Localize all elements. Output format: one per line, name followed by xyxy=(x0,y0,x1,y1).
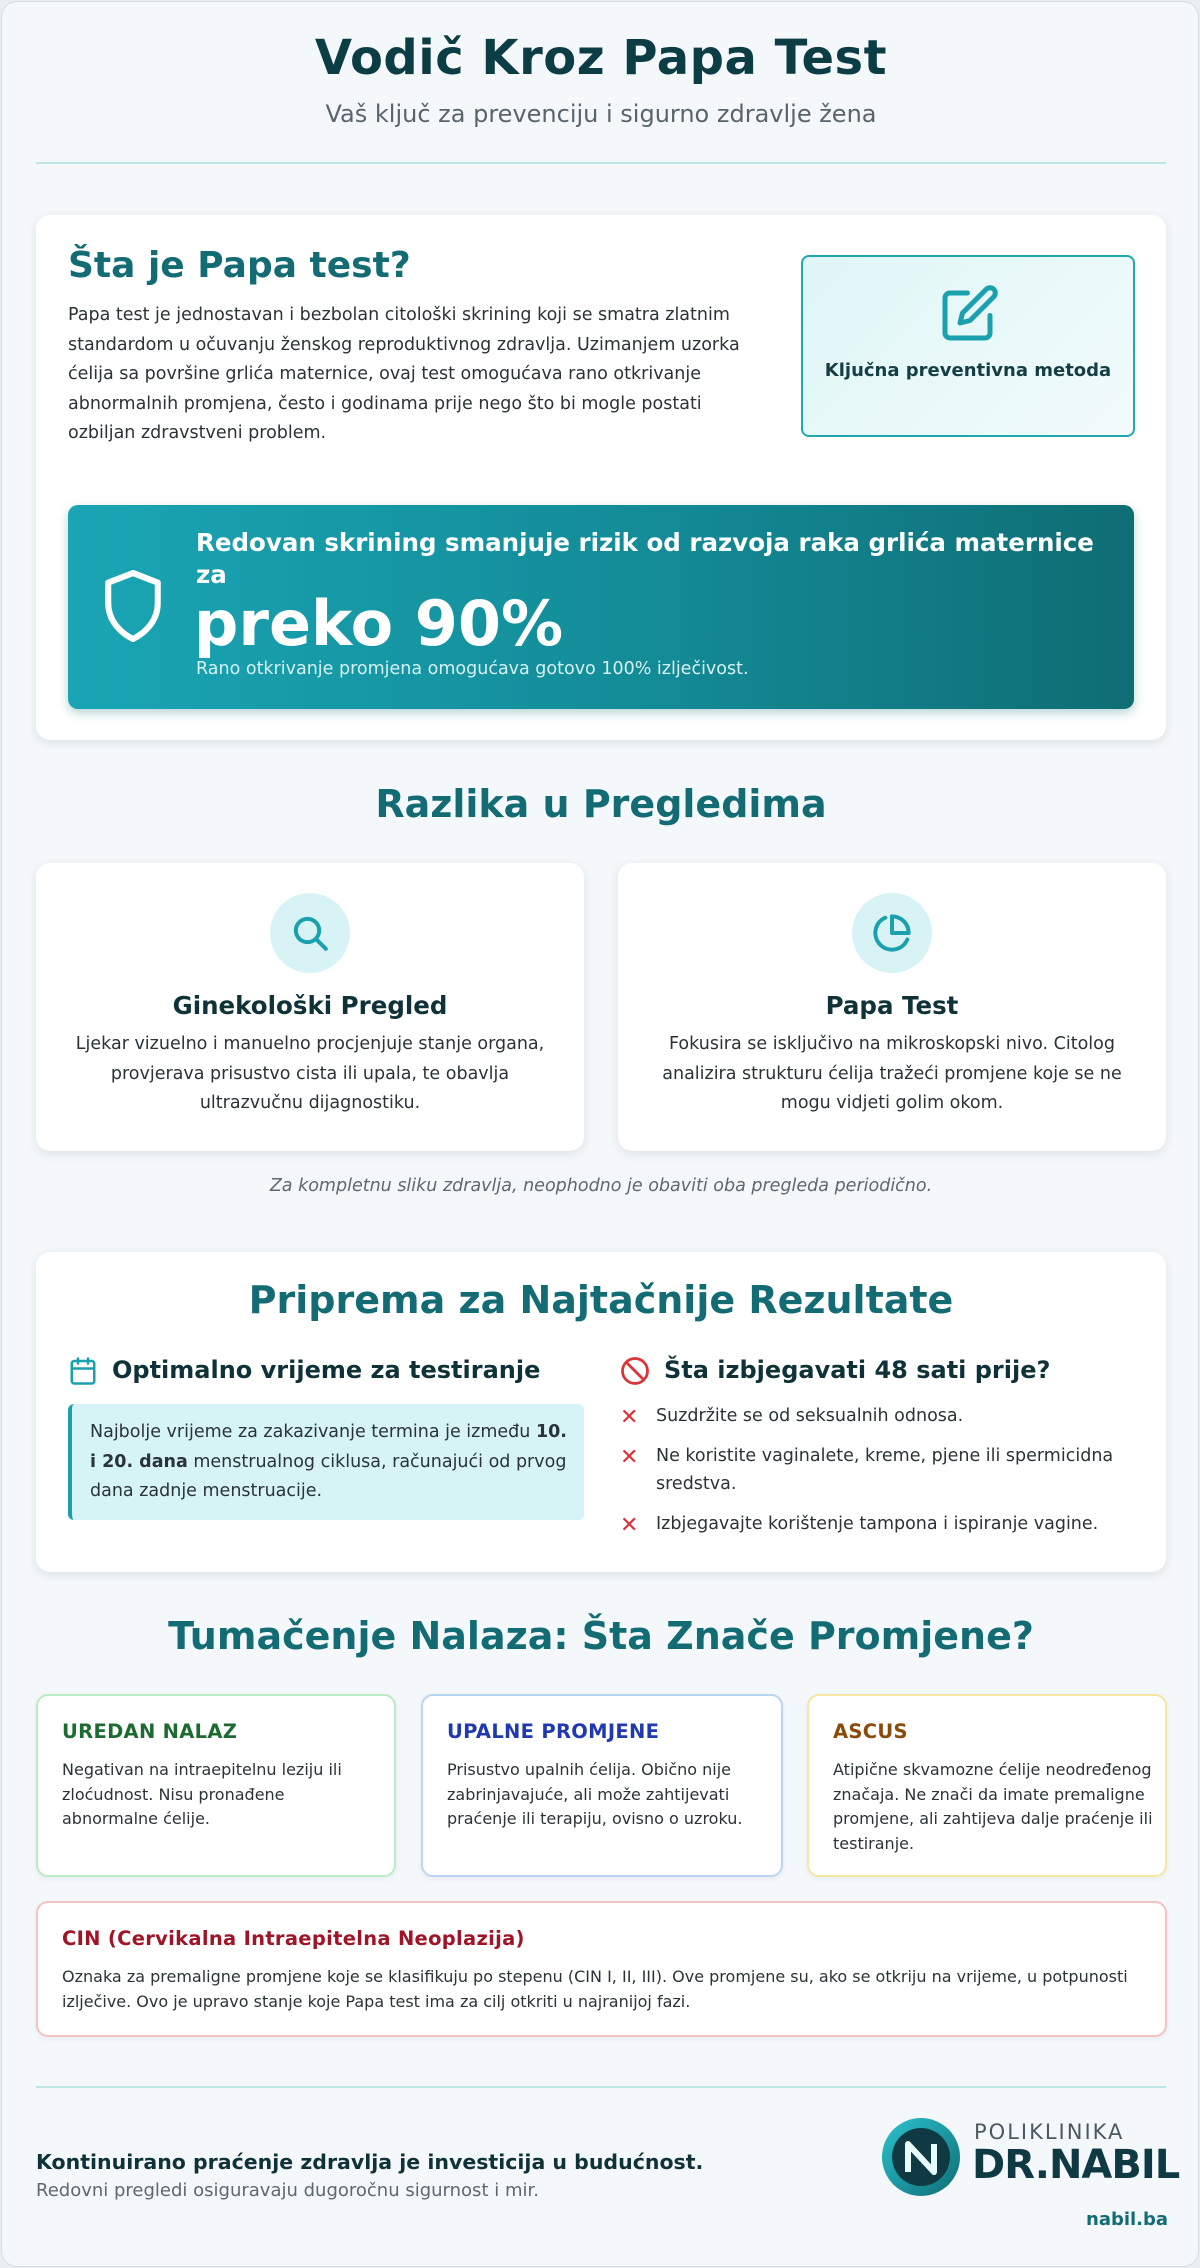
timing-heading-text: Optimalno vrijeme za testiranje xyxy=(112,1356,541,1384)
prep-title: Priprema za Najtačnije Rezultate xyxy=(248,1278,954,1322)
avoid-item-text: Izbjegavajte korištenje tampona i ispiranje vagine. xyxy=(656,1514,1099,1534)
comparison-icon-wrap xyxy=(270,893,350,973)
footer-tagline: Kontinuirano praćenje zdravlja je investicija u budućnost. xyxy=(36,2150,704,2174)
comparison-card-papa xyxy=(618,863,1166,1151)
ban-icon xyxy=(620,1356,650,1386)
list-item xyxy=(620,1442,1140,1498)
prep-card xyxy=(36,1252,1166,1572)
avoid-item-text: Suzdržite se od seksualnih odnosa. xyxy=(656,1406,964,1426)
search-icon xyxy=(290,913,330,953)
close-icon: ✕ xyxy=(620,1513,639,1538)
calendar-icon xyxy=(68,1356,98,1386)
logo-top-text: POLIKLINIKA xyxy=(974,2120,1125,2144)
list-item xyxy=(620,1510,1140,1538)
close-icon: ✕ xyxy=(620,1405,639,1430)
avoid-heading-text: Šta izbjegavati 48 sati prije? xyxy=(664,1356,1051,1384)
close-icon: ✕ xyxy=(620,1445,639,1470)
result-card-inflammation xyxy=(421,1694,783,1877)
list-item xyxy=(620,1402,1140,1430)
result-title: UPALNE PROMJENE xyxy=(447,1720,660,1743)
logo-main-text: DR.NABIL xyxy=(972,2142,1180,2188)
banner-note: Rano otkrivanje promjena omogućava gotovo 100% izlječivost. xyxy=(196,659,749,679)
timing-text-start: Najbolje vrijeme za zakazivanje termina je između xyxy=(90,1422,536,1442)
comparison-title-papa: Papa Test xyxy=(825,991,959,1020)
banner-headline: Redovan skrining smanjuje rizik od razvoja raka grlića maternice za xyxy=(196,528,1094,589)
comparison-title: Razlika u Pregledima xyxy=(375,782,827,826)
result-text: Atipične skvamozne ćelije neodređenog značaja. Ne znači da imate premaligne promjene, ali zahtijeva dalje praćenje ili testiranje. xyxy=(833,1760,1153,1853)
results-title: Tumačenje Nalaza: Šta Znače Promjene? xyxy=(168,1614,1034,1658)
key-method-label: Ključna preventivna metoda xyxy=(824,360,1112,381)
result-title: ASCUS xyxy=(833,1720,908,1743)
result-card-normal xyxy=(36,1694,396,1877)
comparison-note: Za kompletnu sliku zdravlja, neophodno je obaviti oba pregleda periodično. xyxy=(269,1176,933,1196)
result-card-ascus xyxy=(807,1694,1167,1877)
result-text: Negativan na intraepitelnu leziju ili zloćudnost. Nisu pronađene abnormalne ćelije. xyxy=(62,1760,342,1828)
intro-card xyxy=(36,215,1166,740)
result-card-cin xyxy=(36,1901,1167,2037)
pie-chart-icon xyxy=(872,913,912,953)
footer-divider xyxy=(36,2086,1166,2088)
clinic-logo xyxy=(880,2116,1180,2206)
website-link[interactable]: nabil.ba xyxy=(1086,2209,1169,2230)
edit-icon xyxy=(940,283,1000,343)
stat-banner xyxy=(68,505,1134,709)
avoid-list xyxy=(620,1402,1140,1550)
intro-text: Papa test je jednostavan i bezbolan citološki skrining koji se smatra zlatnim standardom u očuvanju ženskog reproduktivnog zdravlja. Uzimanjem uzorka ćelija sa površine grlića maternice, ovaj test omogućava rano otkrivanje abnormalnih promjena, često i godinama prije nego što bi mogle postati ozbiljan zdravstveni problem. xyxy=(68,305,740,443)
comparison-text-papa: Fokusira se isključivo na mikroskopski nivo. Citolog analizira strukturu ćelija tražeći promjene koje se ne mogu vidjeti golim okom. xyxy=(662,1034,1122,1113)
key-method-box xyxy=(801,255,1135,437)
timing-text-bold: 10. i 20. dana xyxy=(90,1422,567,1472)
result-title: CIN (Cervikalna Intraepitelna Neoplazija) xyxy=(62,1927,525,1950)
shield-icon xyxy=(100,567,166,645)
comparison-icon-wrap xyxy=(852,893,932,973)
avoid-item-text: Ne koristite vaginalete, kreme, pjene ili spermicidna sredstva. xyxy=(656,1446,1114,1494)
logo-emblem-icon xyxy=(880,2116,962,2198)
page-title: Vodič Kroz Papa Test xyxy=(314,30,888,86)
comparison-text-gyn: Ljekar vizuelno i manuelno procjenjuje stanje organa, provjerava prisustvo cista ili upala, te obavlja ultrazvučnu dijagnostiku. xyxy=(75,1034,545,1113)
timing-box xyxy=(68,1404,584,1520)
footer-subline: Redovni pregledi osiguravaju dugoročnu sigurnost i mir. xyxy=(36,2180,539,2201)
page-subtitle: Vaš ključ za prevenciju i sigurno zdravlje žena xyxy=(325,100,877,128)
result-text: Prisustvo upalnih ćelija. Obično nije zabrinjavajuće, ali može zahtijevati praćenje ili terapiju, ovisno o uzroku. xyxy=(447,1760,743,1828)
result-text: Oznaka za premaligne promjene koje se klasifikuju po stepenu (CIN I, II, III). Ove promjene su, ako se otkriju na vrijeme, u potpunosti izlječive. Ovo je upravo stanje koje Papa test ima za cilj otkriti u najranijoj fazi. xyxy=(62,1967,1128,2011)
result-title: UREDAN NALAZ xyxy=(62,1720,238,1743)
comparison-title-gyn: Ginekološki Pregled xyxy=(172,991,448,1020)
timing-text-end: menstrualnog ciklusa, računajući od prvog dana zadnje menstruacije. xyxy=(90,1451,567,1501)
banner-stat: preko 90% xyxy=(194,587,564,660)
comparison-card-gyn xyxy=(36,863,584,1151)
page xyxy=(1,1,1199,2267)
intro-heading: Šta je Papa test? xyxy=(68,245,411,286)
header-divider xyxy=(36,162,1166,164)
